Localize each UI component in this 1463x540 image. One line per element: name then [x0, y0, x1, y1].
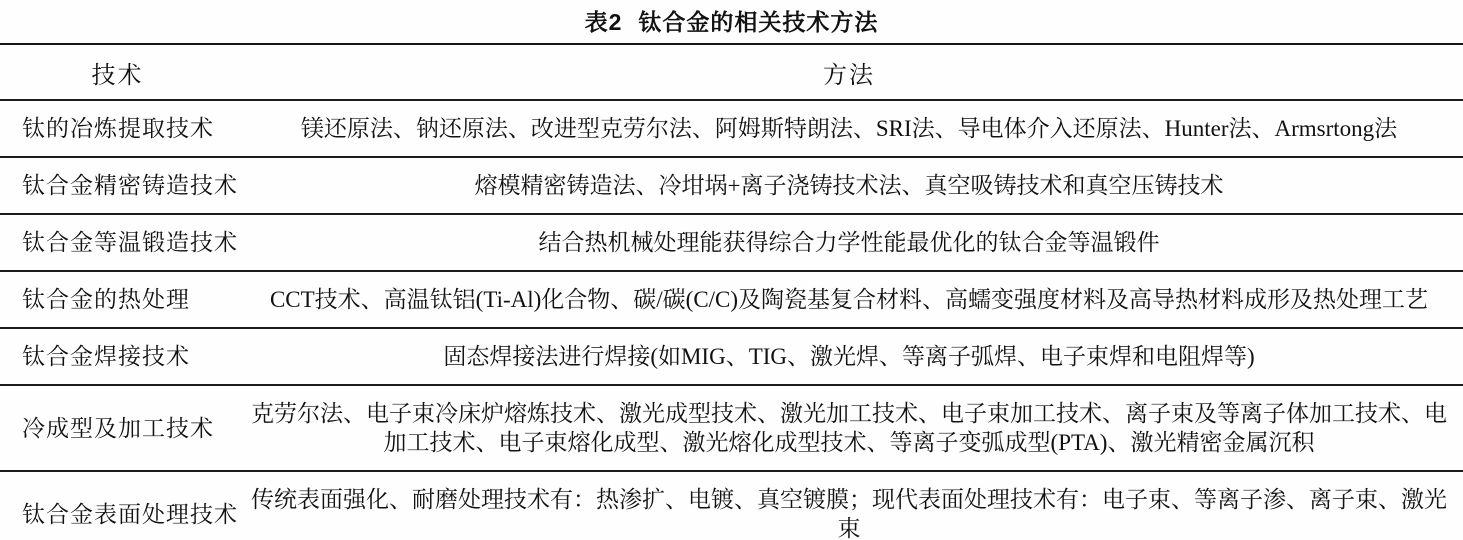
table-row	[0, 214, 1463, 271]
table-row	[0, 100, 1463, 157]
method-cell: CCT技术、高温钛铝(Ti-Al)化合物、碳/碳(C/C)及陶瓷基复合材料、高蠕变强度材料及高导热材料成形及热处理工艺	[235, 271, 1463, 328]
table-row	[0, 471, 1463, 540]
table-title	[0, 0, 1463, 43]
tech-cell: 冷成型及加工技术	[0, 385, 235, 471]
table-row	[0, 157, 1463, 214]
table-header	[0, 44, 1463, 100]
table-row	[0, 271, 1463, 328]
tech-cell: 钛合金焊接技术	[0, 328, 235, 385]
table-number-label: 表2	[584, 9, 623, 35]
table-row	[0, 328, 1463, 385]
column-header-technology: 技术	[0, 44, 235, 100]
tech-cell: 钛合金精密铸造技术	[0, 157, 235, 214]
techniques-table	[0, 43, 1463, 540]
method-cell: 镁还原法、钠还原法、改进型克劳尔法、阿姆斯特朗法、SRI法、导电体介入还原法、Hunter法、Armsrtong法	[235, 100, 1463, 157]
header-row	[0, 44, 1463, 100]
method-cell: 结合热机械处理能获得综合力学性能最优化的钛合金等温锻件	[235, 214, 1463, 271]
table-body	[0, 100, 1463, 540]
method-cell: 熔模精密铸造法、冷坩埚+离子浇铸技术法、真空吸铸技术和真空压铸技术	[235, 157, 1463, 214]
tech-cell: 钛合金等温锻造技术	[0, 214, 235, 271]
tech-cell: 钛合金表面处理技术	[0, 471, 235, 540]
method-cell: 传统表面强化、耐磨处理技术有：热渗扩、电镀、真空镀膜；现代表面处理技术有：电子束、等离子渗、离子束、激光束	[235, 471, 1463, 540]
tech-cell: 钛合金的热处理	[0, 271, 235, 328]
tech-cell: 钛的冶炼提取技术	[0, 100, 235, 157]
table-title-text: 钛合金的相关技术方法	[638, 9, 879, 35]
method-cell: 克劳尔法、电子束冷床炉熔炼技术、激光成型技术、激光加工技术、电子束加工技术、离子束及等离子体加工技术、电加工技术、电子束熔化成型、激光熔化成型技术、等离子变弧成型(PTA)、激光精密金属沉积	[235, 385, 1463, 471]
method-cell: 固态焊接法进行焊接(如MIG、TIG、激光焊、等离子弧焊、电子束焊和电阻焊等)	[235, 328, 1463, 385]
table-row	[0, 385, 1463, 471]
column-header-method: 方法	[235, 44, 1463, 100]
